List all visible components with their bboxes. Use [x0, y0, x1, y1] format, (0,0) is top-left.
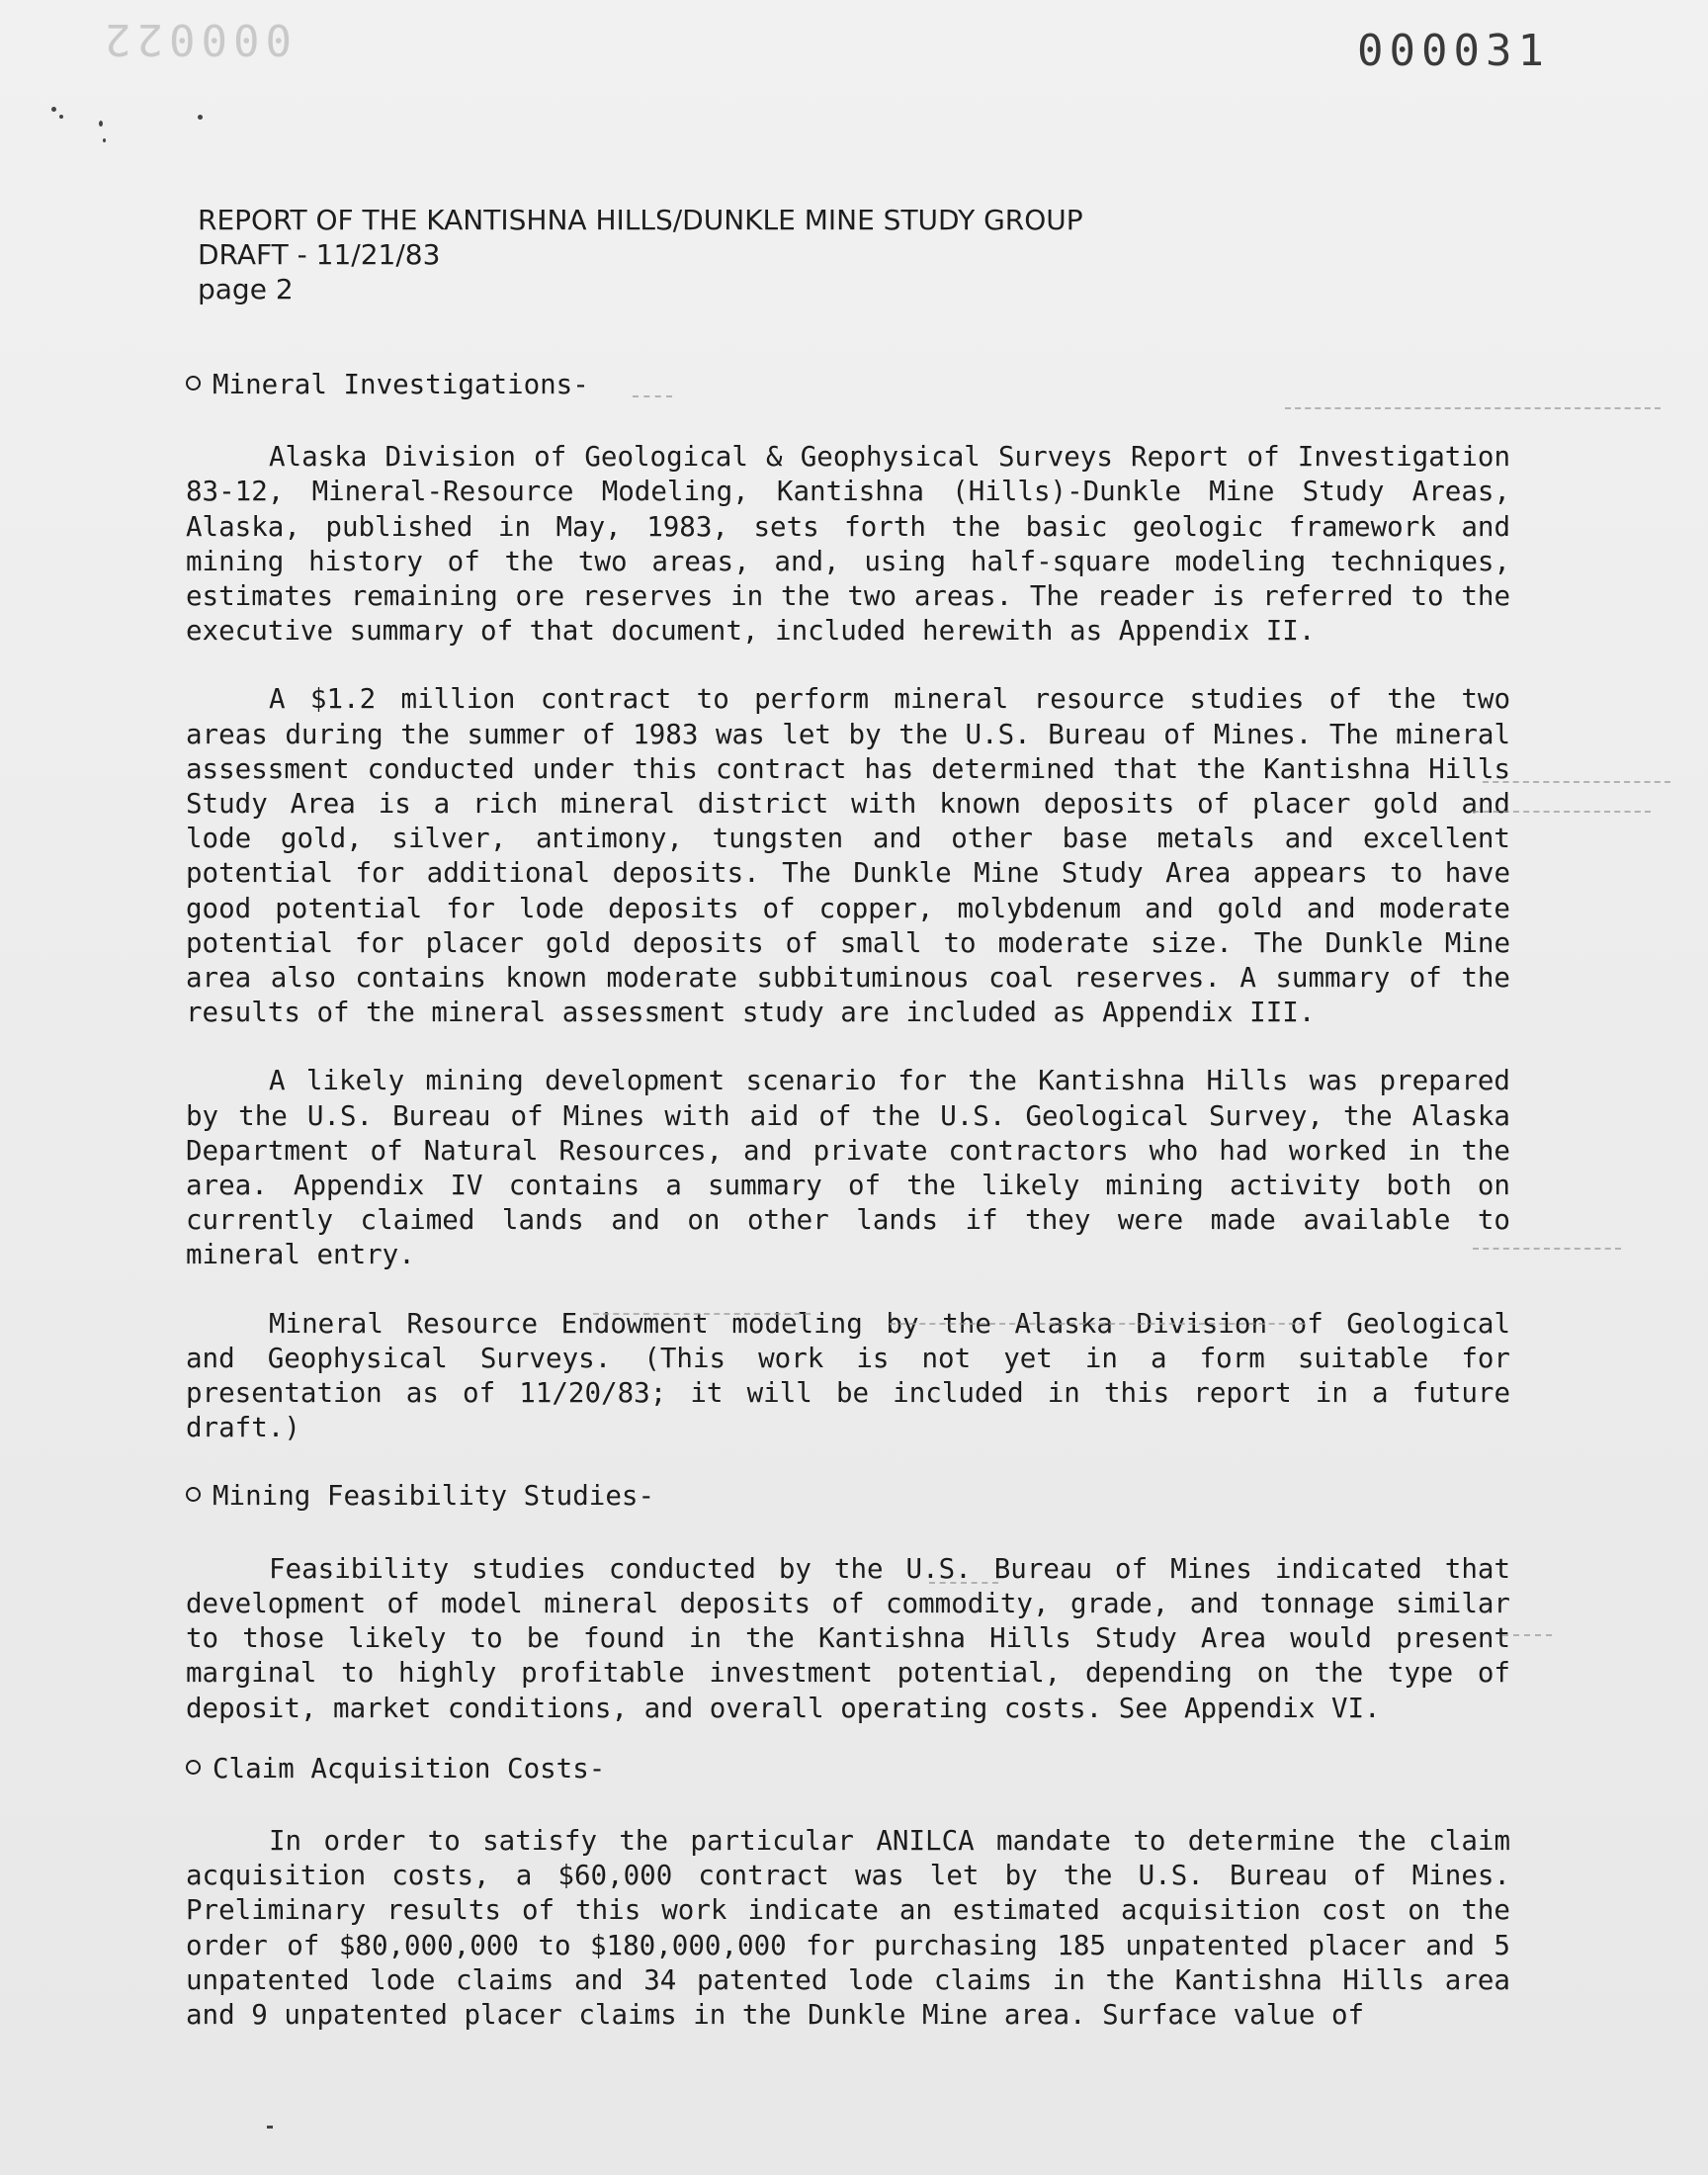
- paragraph: A $1.2 million contract to perform mineral resource studies of the two areas during the summer of 1983 was let by the U.S. Bureau of Mines. The mineral assessment conducted under this contract has determined that the Kantishna Hills Study Area is a rich mineral district with known deposits of placer gold and lode gold, silver, antimony, tungsten and other base metals and excellent potential for additional deposits. The Dunkle Mine Study Area appears to have good potential for lode deposits of copper, molybdenum and gold and moderate potential for placer gold deposits of small to moderate size. The Dunkle Mine area also contains known moderate subbituminous coal reserves. A summary of the results of the mineral assessment study are included as Appendix III.: [186, 683, 1510, 1029]
- scan-artifact-dashes: [1473, 811, 1651, 813]
- paragraph: A likely mining development scenario for the Kantishna Hills was prepared by the U.S. Bureau of Mines with aid of the U.S. Geological Survey, the Alaska Department of Natural Resources, and private contractors who had worked in the area. Appendix IV contains a summary of the likely mining activity both on currently claimed lands and on other lands if they were made available to mineral entry.: [186, 1065, 1510, 1271]
- bullet-icon: [186, 1487, 201, 1502]
- paragraph: Mineral Resource Endowment modeling by the Alaska Division of Geological and Geophysical Surveys. (This work is not yet in a form suitable for presentation as of 11/20/83; it will be included in this report in a future draft.): [186, 1307, 1510, 1444]
- report-title: REPORT OF THE KANTISHNA HILLS/DUNKLE MINE STUDY GROUP: [198, 204, 1083, 236]
- scan-artifact-dashes: [890, 1323, 1305, 1325]
- section-heading-mining-feasibility: Mining Feasibility Studies-: [186, 1479, 1510, 1514]
- document-number-stamp: 000031: [1357, 26, 1550, 76]
- section-heading-mineral-investigations: Mineral Investigations-: [186, 368, 1510, 402]
- scan-speck: [103, 138, 106, 142]
- bullet-icon: [186, 376, 201, 391]
- paragraph: Feasibility studies conducted by the U.S. Bureau of Mines indicated that development of model mineral deposits of commodity, grade, and tonnage similar to those likely to be found in the Kantishna Hills Study Area would present marginal to highly profitable investment potential, depending on the type of deposit, market conditions, and overall operating costs. See Appendix VI.: [186, 1552, 1510, 1724]
- document-header: [198, 203, 1083, 306]
- scan-artifact-dashes: [1502, 1634, 1552, 1636]
- scan-speck: [51, 107, 56, 112]
- scan-artifact-dashes: [633, 395, 672, 397]
- paragraph: Alaska Division of Geological & Geophysical Surveys Report of Investigation 83-12, Mineral-Resource Modeling, Kantishna (Hills)-Dunkle Mine Study Areas, Alaska, published in May, 1983, sets forth the basic geologic framework and mining history of the two areas, and, using half-square modeling techniques, estimates remaining ore reserves in the two areas. The reader is referred to the executive summary of that document, included herewith as Appendix II.: [186, 441, 1510, 648]
- scan-artifact-dashes: [1473, 1248, 1621, 1250]
- scan-speck: [99, 121, 103, 127]
- scan-speck: [267, 2126, 273, 2129]
- scan-speck: [198, 115, 203, 120]
- scan-artifact-dashes: [593, 1313, 811, 1315]
- scan-artifact-dashes: [1483, 781, 1670, 783]
- scan-artifact-dashes: [1285, 407, 1661, 409]
- document-body: [186, 368, 1510, 2066]
- section-heading-claim-acquisition: Claim Acquisition Costs-: [186, 1752, 1510, 1786]
- scan-speck: [59, 115, 63, 119]
- paragraph: In order to satisfy the particular ANILCA mandate to determine the claim acquisition costs, a $60,000 contract was let by the U.S. Bureau of Mines. Preliminary results of this work indicate an estimated acquisition cost on the order of $80,000,000 to $180,000,000 for purchasing 185 unpatented placer and 5 unpatented lode claims and 34 patented lode claims in the Kantishna Hills area and 9 unpatented placer claims in the Dunkle Mine area. Surface value of: [186, 1824, 1510, 2031]
- draft-date: DRAFT - 11/21/83: [198, 238, 441, 271]
- bullet-icon: [186, 1760, 201, 1775]
- scan-artifact-dashes: [929, 1582, 998, 1584]
- page-number: page 2: [198, 273, 294, 305]
- bleed-through-stamp: 000022: [99, 14, 292, 64]
